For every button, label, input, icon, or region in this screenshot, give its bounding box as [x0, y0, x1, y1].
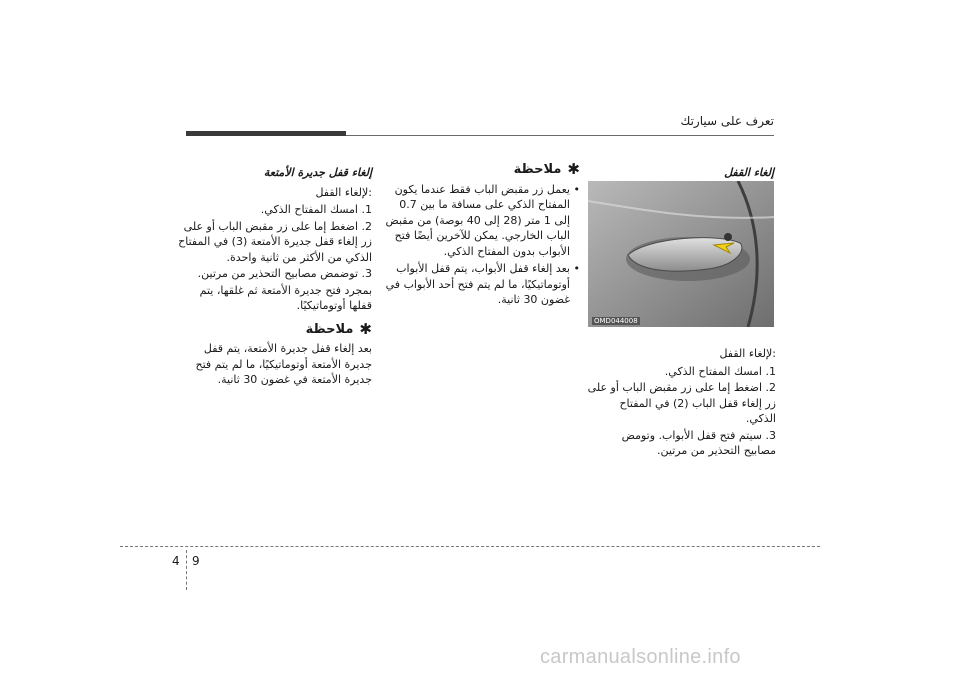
section-title: تعرف على سيارتك — [680, 114, 774, 128]
trunk-unlock-title: إلغاء قفل جديرة الأمتعة — [263, 166, 372, 179]
door-step-1: 1. امسك المفتاح الذكي. — [664, 364, 776, 378]
chapter-number: 4 — [172, 554, 180, 568]
trunk-note-heading — [176, 319, 372, 338]
trunk-note-text: بعد إلغاء قفل جديرة الأمتعة، يتم قفل جديرة الأمتعة أوتوماتيكيًا، ما لم يتم فتح جديرة الأمتعة في غضون 30 ثانية. — [195, 342, 372, 386]
trunk-note-heading-text: ملاحظة — [305, 321, 354, 337]
door-step-2: 2. اضغط إما على زر مقبض الباب أو على زر إلغاء قفل الباب (2) في المفتاح الذكي. — [587, 381, 776, 425]
door-note-bullet-2: • بعد إلغاء قفل الأبواب، يتم قفل الأبواب أوتوماتيكيًا، ما لم يتم فتح أحد الأبواب في غضون 30 ثانية. — [384, 261, 580, 308]
trunk-unlock-subtitle: :لإلغاء القفل — [315, 185, 372, 199]
door-note-bullet-1: • يعمل زر مقبض الباب فقط عندما يكون المفتاح الذكي على مسافة ما بين 0.7 إلى 1 متر (28 إلى 40 بوصة) من مقبض الباب الخارجي. يمكن للآخرين أيضًا فتح الأبواب بدون المفتاح الذكي. — [384, 182, 580, 260]
watermark-text: carmanualsonline.info — [540, 646, 741, 668]
door-step-3: 3. سيتم فتح قفل الأبواب. وتومض مصابيح التحذير من مرتين. — [621, 428, 776, 457]
door-note-heading — [384, 162, 580, 178]
trunk-unlock-column — [176, 165, 372, 388]
note-star-icon: ✱ — [359, 319, 372, 338]
door-note-heading-text: ملاحظة — [513, 162, 562, 177]
trunk-extra: بمجرد فتح جديرة الأمتعة ثم غلقها، يتم قفلها أوتوماتيكيًا. — [199, 283, 372, 312]
footer-divider — [186, 550, 187, 590]
door-note-column — [384, 162, 580, 310]
door-unlock-title: إلغاء القفل — [724, 166, 774, 179]
door-unlock-subtitle: :لإلغاء القفل — [719, 347, 776, 360]
door-unlock-column — [586, 346, 776, 460]
page-number: 9 — [192, 554, 200, 568]
trunk-step-1: 1. امسك المفتاح الذكي. — [260, 203, 372, 216]
footer-rule — [120, 546, 820, 547]
door-handle-illustration — [588, 181, 774, 327]
trunk-step-3: 3. توضمض مصابيح التحذير من مرتين. — [197, 267, 372, 280]
header-rule-accent — [186, 131, 346, 136]
note-star-icon: ✱ — [567, 160, 580, 178]
trunk-step-2: 2. اضغط إما على زر مقبض الباب أو على زر إلغاء قفل جديرة الأمتعة (3) في المفتاح الذكي من الأكثر من ثانية واحدة. — [178, 219, 372, 264]
door-handle-photo — [588, 181, 774, 327]
photo-code-label: OMD044008 — [594, 317, 638, 325]
